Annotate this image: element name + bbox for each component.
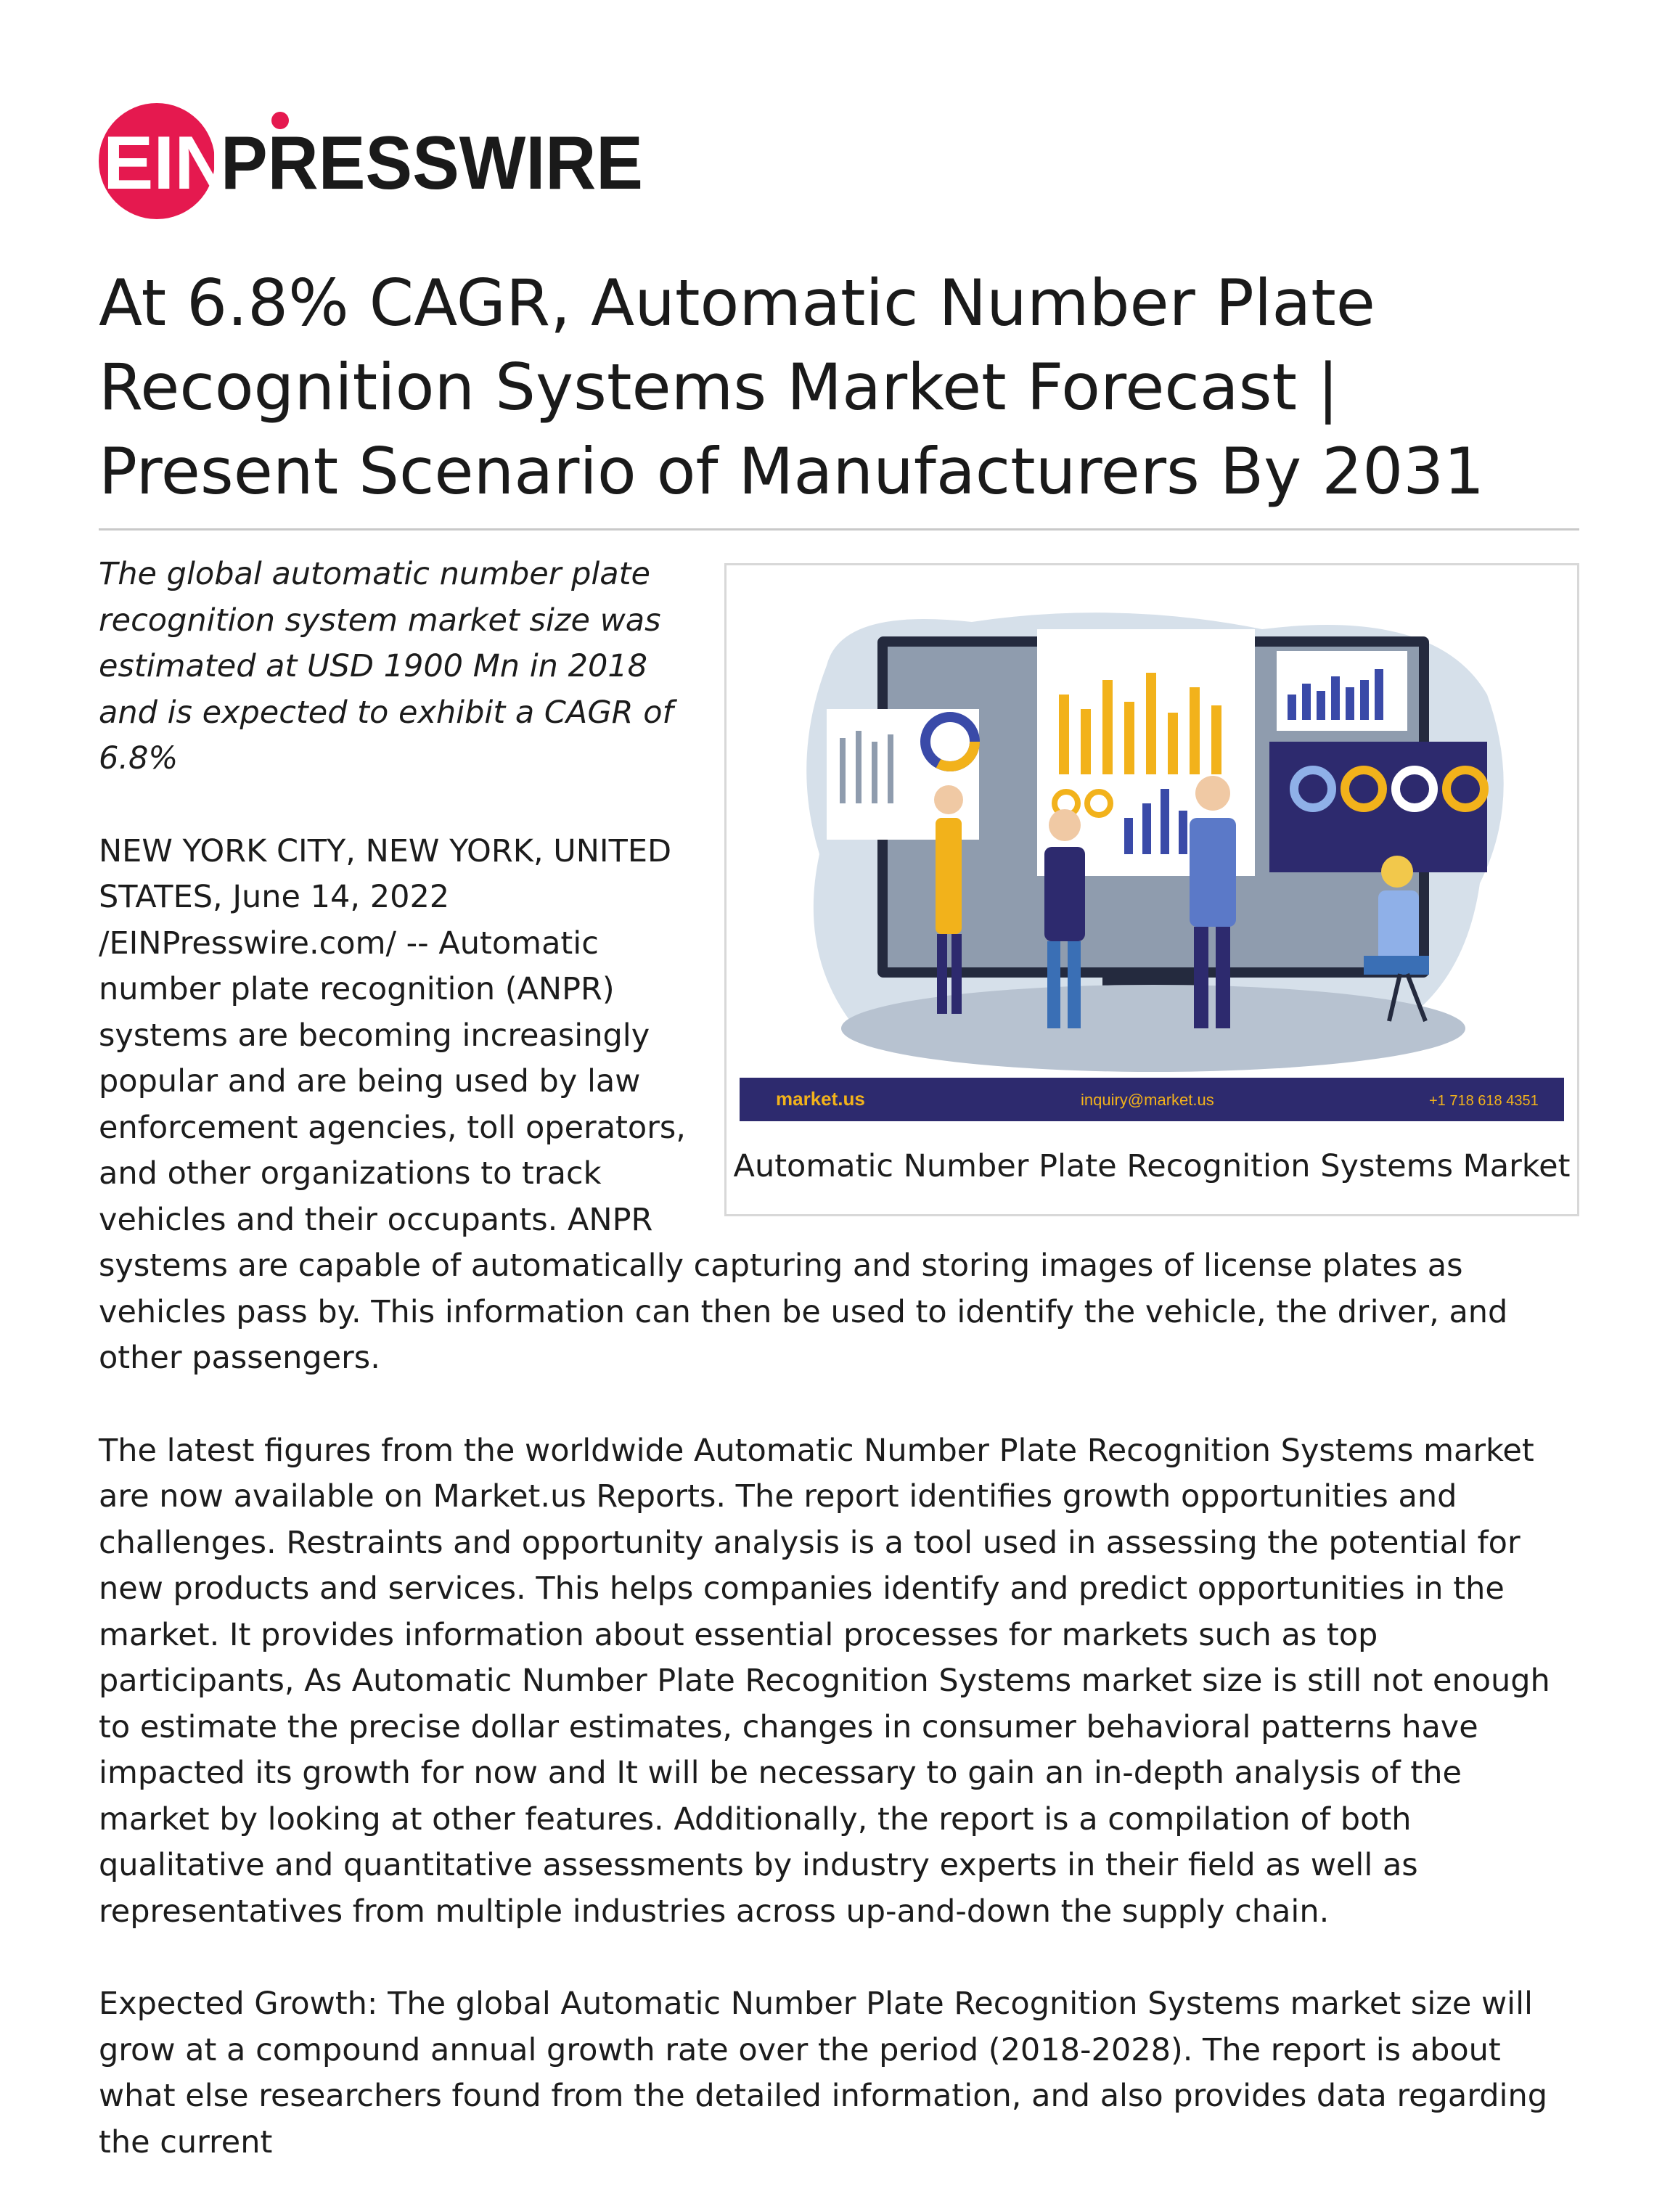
article-paragraph: Expected Growth: The global Automatic Number Plate Recognition Systems market size will grow at a compound annual growth rate over the period (2018-2028). The report is about what else researchers found from the detailed information, and also provides data regarding the current [99, 1986, 1547, 2160]
market-illustration [740, 578, 1564, 1130]
article-figure[interactable] [724, 563, 1579, 1216]
headline-divider [99, 528, 1579, 531]
article-paragraph: NEW YORK CITY, NEW YORK, UNITED STATES, June 14, 2022 /EINPresswire.com/ -- Automatic number plate recognition (ANPR) systems are becoming increasingly popular and are being used by law enforcement agencies, toll operators, and other organizations to track vehicles and their occupants. ANPR systems are capable of automatically capturing and storing images of license plates as vehicles pass by. This information can then be used to identify the vehicle, the driver, and other passengers. [99, 832, 1508, 1376]
logo-prefix: EIN [103, 121, 229, 205]
headline: At 6.8% CAGR, Automatic Number Plate Recognition Systems Market Forecast | Present Scenario of Manufacturers By 2031 [99, 266, 1485, 509]
banner-brand: market.us [776, 1088, 865, 1110]
logo-name: PRESSWIRE [221, 121, 643, 205]
article-body [99, 552, 1579, 2212]
einpresswire-logo[interactable] [99, 96, 650, 226]
figure-caption: Automatic Number Plate Recognition Systems Market [733, 1148, 1571, 1184]
article-lede: The global automatic number plate recognition system market size was estimated at USD 1900 Mn in 2018 and is expected to exhibit a CAGR of 6.8% [99, 556, 674, 777]
article-paragraph: The latest figures from the worldwide Automatic Number Plate Recognition Systems market are now available on Market.us Reports. The report identifies growth opportunities and challenges. Restraints and opportunity analysis is a tool used in assessing the potential for new products and services. This helps companies identify and predict opportunities in the market. It provides information about essential processes for markets such as top participants, As Automatic Number Plate Recognition Systems market size is still not enough to estimate the precise dollar estimates, changes in consumer behavioral patterns have impacted its growth for now and It will be necessary to gain an in-depth analysis of the market by looking at other features. Additionally, the report is a compilation of both qualitative and quantitative assessments by industry experts in their field as well as representatives from multiple industries across up-and-down the supply chain. [99, 1432, 1550, 1930]
banner-phone: +1 718 618 4351 [1429, 1093, 1539, 1109]
banner-email: inquiry@market.us [1081, 1091, 1214, 1109]
